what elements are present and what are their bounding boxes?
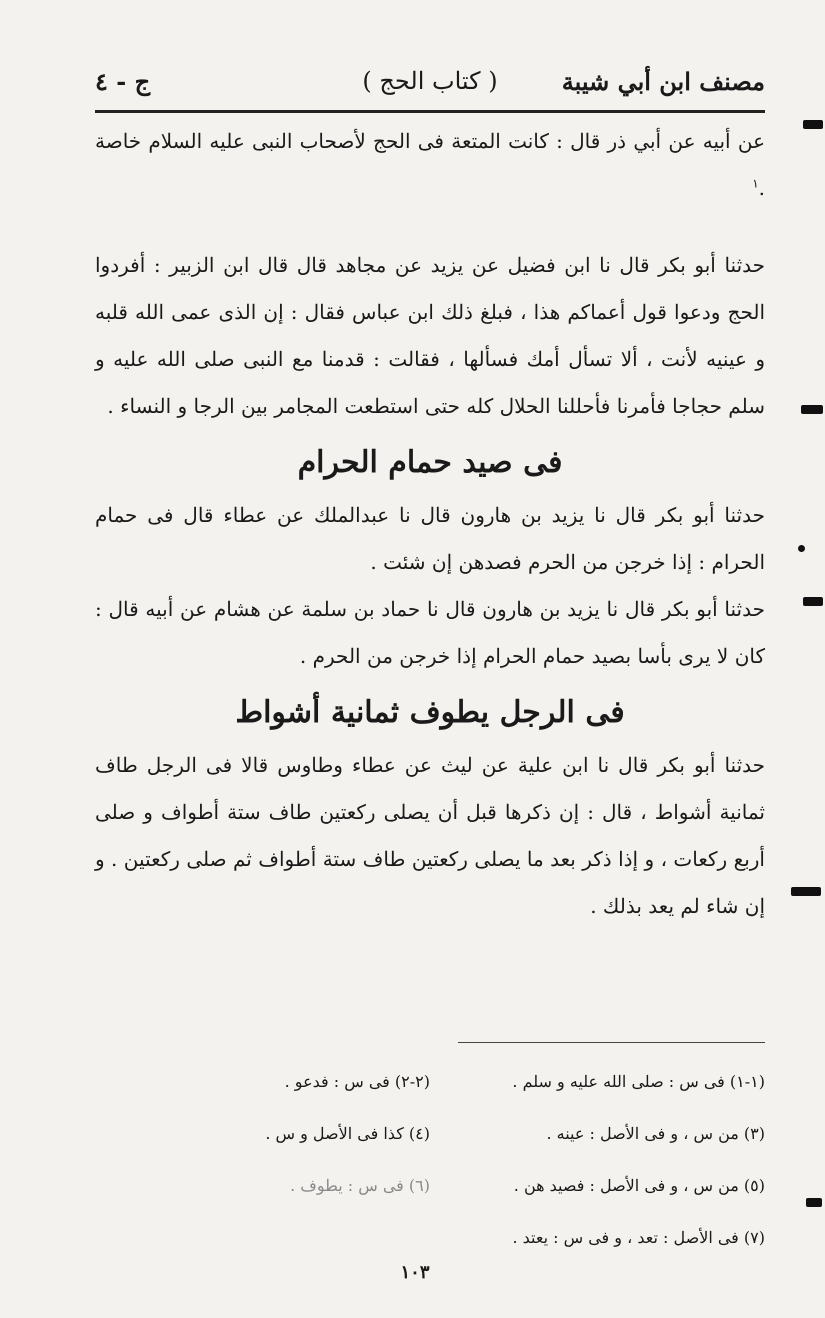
page-header [95, 56, 765, 106]
footnote-row [95, 1107, 765, 1159]
footnote: (٤) كذا فى الأصل و س . [265, 1123, 430, 1143]
margin-mark [803, 120, 823, 129]
footnote: (٥) من س ، و فى الأصل : فصيد هن . [513, 1175, 765, 1195]
footnote-row [95, 1211, 765, 1263]
chapter-title: ( كتاب الحج ) [362, 67, 498, 95]
paragraph-3: حدثنا أبو بكر قال نا يزيد بن هارون قال نا عبدالملك عن عطاء قال فى حمام الحرام : إذا خرجن من الحرم فصدهن إن شئت . [95, 503, 765, 574]
margin-mark [801, 405, 823, 414]
header-rule [95, 110, 765, 113]
section-heading-1: فى صيد حمام الحرام [297, 445, 563, 480]
section-heading-2: فى الرجل يطوف ثمانية أشواط [235, 695, 625, 730]
paragraph-4: حدثنا أبو بكر قال نا يزيد بن هارون قال نا حماد بن سلمة عن هشام عن أبيه قال : كان لا يرى بأسا بصيد حمام الحرام إذا خرجن من الحرم . [95, 597, 765, 668]
margin-mark [806, 1198, 822, 1207]
footnote-marker: ١ [752, 176, 759, 191]
footnotes [95, 1055, 765, 1263]
footnote: (٧) فى الأصل : تعد ، و فى س : يعتد . [512, 1227, 765, 1247]
footnote-rule [458, 1042, 765, 1043]
page-number: ١٠٣ [400, 1262, 430, 1283]
paragraph-2: حدثنا أبو بكر قال نا ابن فضيل عن يزيد عن مجاهد قال قال ابن الزبير : أفردوا الحج ودعوا قول أعماكم هذا ، فبلغ ذلك ابن عباس فقال : إن الذى عمى الله قلبه و عينيه لأنت ، ألا تسأل أمك فسألها ، فقالت : قدمنا مع النبى صلى الله عليه و سلم حجاجا فأمرنا فأحللنا الحلال كله حتى استطعت المجامر بين الرجا و النساء . [95, 253, 765, 418]
margin-mark [798, 545, 805, 552]
book-title: مصنف ابن أبي شيبة [561, 66, 765, 96]
margin-mark [803, 597, 823, 606]
paragraph-5: حدثنا أبو بكر قال نا ابن علية عن ليث عن عطاء وطاوس قالا فى الرجل طاف ثمانية أشواط ، قال : إن ذكرها قبل أن يصلى ركعتين طاف ستة أطواف و صلى أربع ركعات ، و إذا ذكر بعد ما يصلى ركعتين طاف ستة أطواف ثم صلى ركعتين . و إن شاء لم يعد بذلك . [95, 753, 765, 918]
footnote: (٣) من س ، و فى الأصل : عينه . [546, 1123, 765, 1143]
footnote-row [95, 1055, 765, 1107]
paragraph-1: عن أبيه عن أبي ذر قال : كانت المتعة فى الحج لأصحاب النبى عليه السلام خاصة .$^١$ [95, 129, 765, 200]
body-text [95, 118, 765, 930]
footnote: (٢-٢) فى س : فدعو . [284, 1071, 430, 1091]
footnote: (١-١) فى س : صلى الله عليه و سلم . [512, 1071, 765, 1091]
volume-number: ج - ٤ [95, 66, 151, 96]
footnote: (٦) فى س : يطوف . [290, 1175, 430, 1195]
footnote-row [95, 1159, 765, 1211]
margin-mark [791, 887, 821, 896]
